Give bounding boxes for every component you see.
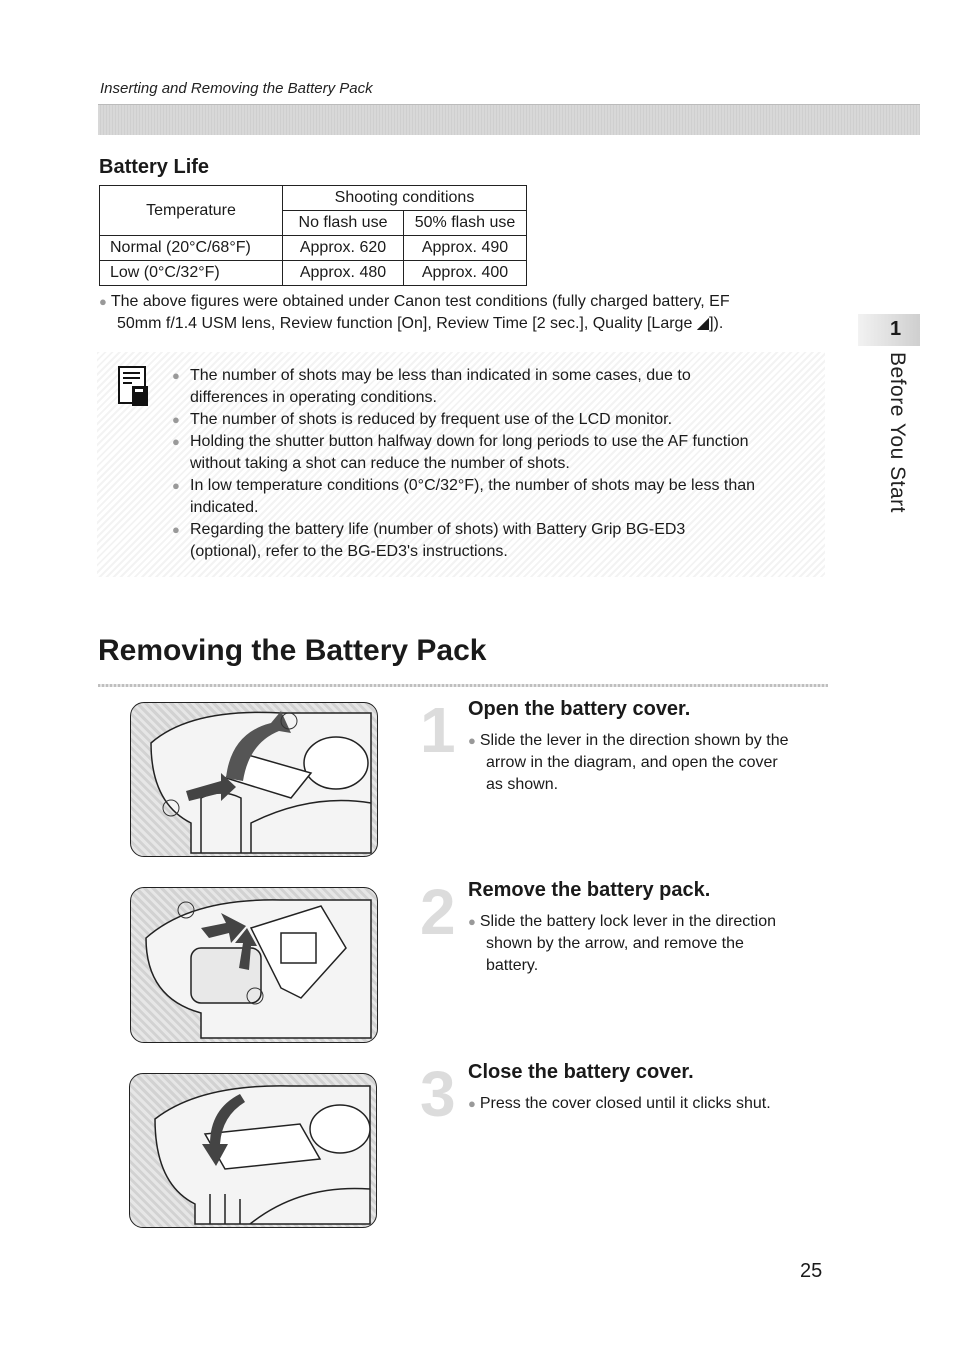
cell-no-flash: Approx. 620 xyxy=(283,236,404,261)
list-item: ● The number of shots may be less than indicated in some cases, due to differences in operating conditions. xyxy=(172,367,691,406)
bullet-icon: ● xyxy=(99,294,107,309)
step-text: ● Slide the battery lock lever in the direction shown by the arrow, and remove the battery. xyxy=(468,913,777,974)
bullet-icon: ● xyxy=(172,434,180,449)
bullet-icon: ● xyxy=(172,478,180,493)
list-item: ● In low temperature conditions (0°C/32°F), the number of shots may be less than indicated. xyxy=(172,477,756,516)
bullet-icon: ● xyxy=(172,522,180,537)
header-bar xyxy=(98,104,920,135)
col-header-shooting-conditions: Shooting conditions xyxy=(283,186,527,211)
chapter-number: 1 xyxy=(890,318,902,340)
bullet-icon: ● xyxy=(468,914,476,929)
cell-50-flash: Approx. 490 xyxy=(404,236,527,261)
step-number: 2 xyxy=(420,876,456,948)
cell-no-flash: Approx. 480 xyxy=(283,261,404,286)
col-header-50-flash: 50% flash use xyxy=(404,211,527,236)
tips-list xyxy=(172,365,822,563)
battery-life-title: Battery Life xyxy=(99,156,210,178)
table-header-row xyxy=(100,186,527,211)
bullet-icon: ● xyxy=(468,1096,476,1111)
chapter-label: Before You Start xyxy=(886,352,909,513)
list-item: ● The number of shots is reduced by frequent use of the LCD monitor. xyxy=(172,409,822,431)
step-title: Open the battery cover. xyxy=(468,698,691,720)
bullet-icon: ● xyxy=(468,733,476,748)
list-item: ● Regarding the battery life (number of shots) with Battery Grip BG-ED3 (optional), refer to the BG-ED3's instructions. xyxy=(172,521,686,560)
chapter-tab xyxy=(858,314,920,346)
running-head: Inserting and Removing the Battery Pack xyxy=(100,80,373,97)
step-title: Remove the battery pack. xyxy=(468,879,711,901)
memo-icon xyxy=(118,366,148,406)
step3-illustration xyxy=(129,1073,377,1228)
battery-life-table xyxy=(99,185,527,286)
bullet-icon: ● xyxy=(172,368,180,383)
page-number: 25 xyxy=(800,1260,823,1282)
step-title: Close the battery cover. xyxy=(468,1061,694,1083)
step-number: 3 xyxy=(420,1058,456,1130)
table-row xyxy=(100,236,527,261)
step-number: 1 xyxy=(420,694,456,766)
col-header-no-flash: No flash use xyxy=(283,211,404,236)
step2-illustration xyxy=(130,887,378,1043)
page-title: Removing the Battery Pack xyxy=(98,634,487,667)
cell-temperature: Normal (20°C/68°F) xyxy=(100,236,283,261)
step-text: ● Slide the lever in the direction shown by the arrow in the diagram, and open the cover as shown. xyxy=(468,732,789,793)
cell-50-flash: Approx. 400 xyxy=(404,261,527,286)
step1-illustration xyxy=(130,702,378,857)
bullet-icon: ● xyxy=(172,412,180,427)
note-line: 50mm f/1.4 USM lens, Review function [On], Review Time [2 sec.], Quality [Large ◢]). xyxy=(117,315,724,332)
table-row xyxy=(100,261,527,286)
note-line: The above figures were obtained under Canon test conditions (fully charged battery, EF xyxy=(110,293,730,310)
col-header-temperature: Temperature xyxy=(100,186,283,236)
cell-temperature: Low (0°C/32°F) xyxy=(100,261,283,286)
battery-note xyxy=(99,291,819,335)
list-item: ● Holding the shutter button halfway down for long periods to use the AF function without taking a shot can reduce the number of shots. xyxy=(172,433,749,472)
step-text: ● Press the cover closed until it clicks shut. xyxy=(468,1095,771,1112)
title-divider xyxy=(98,684,828,687)
